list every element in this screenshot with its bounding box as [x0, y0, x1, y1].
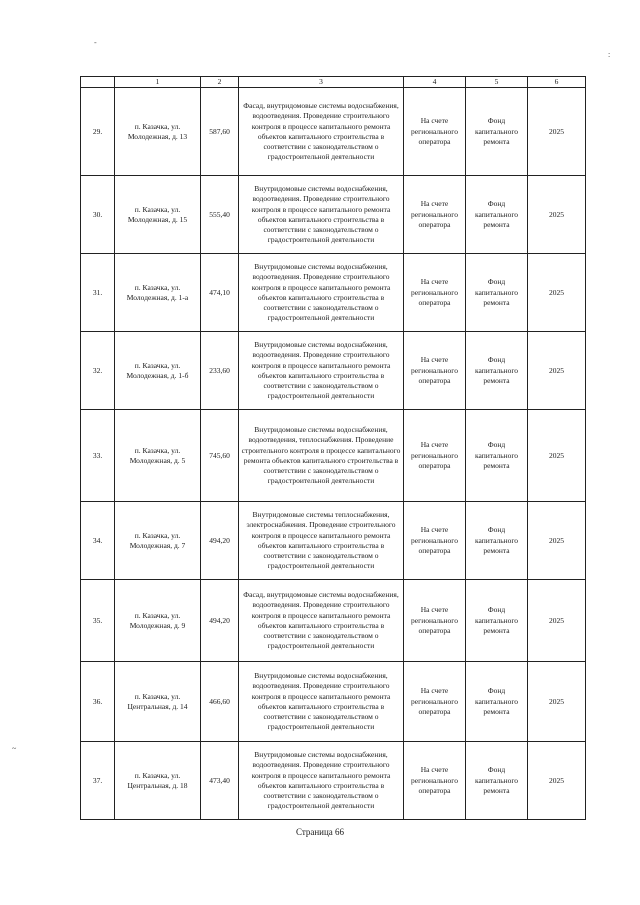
area-cell: 474,10: [201, 254, 239, 332]
header-cell-area: 2: [201, 77, 239, 88]
works-cell: Внутридомовые системы водоснабжения, водоотведения. Проведение строительного контроля в процессе капитального ремонта объектов капитального строительства в соответствии с законодательством о градостроительной деятельности: [239, 254, 404, 332]
row-number: 34.: [81, 502, 115, 580]
table-row: [81, 742, 586, 820]
row-number: 30.: [81, 176, 115, 254]
account-cell: На счете регионального оператора: [404, 580, 466, 662]
account-cell: На счете регионального оператора: [404, 88, 466, 176]
year-cell: 2025: [528, 580, 586, 662]
source-cell: Фонд капитального ремонта: [466, 742, 528, 820]
works-cell: Фасад, внутридомовые системы водоснабжения, водоотведения. Проведение строительного контроля в процессе капитального ремонта объектов капитального строительства в соответствии с законодательством о градостроительной деятельности: [239, 580, 404, 662]
row-number: 36.: [81, 662, 115, 742]
year-cell: 2025: [528, 176, 586, 254]
source-cell: Фонд капитального ремонта: [466, 580, 528, 662]
address-cell: п. Казачка, ул. Молодежная, д. 5: [115, 410, 201, 502]
table-row: [81, 502, 586, 580]
works-cell: Внутридомовые системы водоснабжения, водоотведения, теплоснабжения. Проведение строительного контроля в процессе капитального ремонта объектов капитального строительства в соответствии с законодательством о градостроительной деятельности: [239, 410, 404, 502]
address-cell: п. Казачка, ул. Молодежная, д. 13: [115, 88, 201, 176]
address-cell: п. Казачка, ул. Молодежная, д. 9: [115, 580, 201, 662]
area-cell: 587,60: [201, 88, 239, 176]
year-cell: 2025: [528, 410, 586, 502]
header-cell-address: 1: [115, 77, 201, 88]
account-cell: На счете регионального оператора: [404, 176, 466, 254]
account-cell: На счете регионального оператора: [404, 254, 466, 332]
page-number: Страница 66: [295, 827, 345, 837]
header-cell-num: [81, 77, 115, 88]
works-cell: Внутридомовые системы водоснабжения, водоотведения. Проведение строительного контроля в процессе капитального ремонта объектов капитального строительства в соответствии с законодательством о градостроительной деятельности: [239, 332, 404, 410]
scan-mark: :: [608, 50, 611, 59]
row-number: 37.: [81, 742, 115, 820]
header-cell-year: 6: [528, 77, 586, 88]
scan-mark: -: [94, 38, 97, 47]
address-cell: п. Казачка, ул. Молодежная, д. 1-б: [115, 332, 201, 410]
table-row: [81, 176, 586, 254]
source-cell: Фонд капитального ремонта: [466, 88, 528, 176]
row-number: 29.: [81, 88, 115, 176]
account-cell: На счете регионального оператора: [404, 332, 466, 410]
table-row: [81, 662, 586, 742]
row-number: 35.: [81, 580, 115, 662]
header-cell-works: 3: [239, 77, 404, 88]
area-cell: 494,20: [201, 580, 239, 662]
source-cell: Фонд капитального ремонта: [466, 176, 528, 254]
works-cell: Внутридомовые системы водоснабжения, водоотведения. Проведение строительного контроля в процессе капитального ремонта объектов капитального строительства в соответствии с законодательством о градостроительной деятельности: [239, 176, 404, 254]
works-cell: Внутридомовые системы теплоснабжения, электроснабжения. Проведение строительного контроля в процессе капитального ремонта объектов капитального строительства в соответствии с законодательством о градостроительной деятельности: [239, 502, 404, 580]
year-cell: 2025: [528, 742, 586, 820]
header-cell-source: 5: [466, 77, 528, 88]
address-cell: п. Казачка, ул. Молодежная, д. 15: [115, 176, 201, 254]
address-cell: п. Казачка, ул. Центральная, д. 18: [115, 742, 201, 820]
area-cell: 473,40: [201, 742, 239, 820]
capital-repair-table: [80, 76, 586, 820]
row-number: 31.: [81, 254, 115, 332]
header-cell-account: 4: [404, 77, 466, 88]
table-row: [81, 580, 586, 662]
address-cell: п. Казачка, ул. Молодежная, д. 7: [115, 502, 201, 580]
year-cell: 2025: [528, 254, 586, 332]
scan-mark: ~: [12, 744, 17, 753]
account-cell: На счете регионального оператора: [404, 410, 466, 502]
works-cell: Внутридомовые системы водоснабжения, водоотведения. Проведение строительного контроля в процессе капитального ремонта объектов капитального строительства в соответствии с законодательством о градостроительной деятельности: [239, 662, 404, 742]
source-cell: Фонд капитального ремонта: [466, 410, 528, 502]
row-number: 33.: [81, 410, 115, 502]
account-cell: На счете регионального оператора: [404, 742, 466, 820]
year-cell: 2025: [528, 332, 586, 410]
works-cell: Внутридомовые системы водоснабжения, водоотведения. Проведение строительного контроля в процессе капитального ремонта объектов капитального строительства в соответствии с законодательством о градостроительной деятельности: [239, 742, 404, 820]
year-cell: 2025: [528, 662, 586, 742]
area-cell: 233,60: [201, 332, 239, 410]
table-row: [81, 410, 586, 502]
area-cell: 494,20: [201, 502, 239, 580]
year-cell: 2025: [528, 88, 586, 176]
source-cell: Фонд капитального ремонта: [466, 662, 528, 742]
row-number: 32.: [81, 332, 115, 410]
area-cell: 745,60: [201, 410, 239, 502]
table-row: [81, 332, 586, 410]
address-cell: п. Казачка, ул. Центральная, д. 14: [115, 662, 201, 742]
year-cell: 2025: [528, 502, 586, 580]
table-row: [81, 88, 586, 176]
source-cell: Фонд капитального ремонта: [466, 502, 528, 580]
address-cell: п. Казачка, ул. Молодежная, д. 1-а: [115, 254, 201, 332]
source-cell: Фонд капитального ремонта: [466, 254, 528, 332]
table-row: [81, 254, 586, 332]
area-cell: 555,40: [201, 176, 239, 254]
area-cell: 466,60: [201, 662, 239, 742]
header-row: [81, 77, 586, 88]
source-cell: Фонд капитального ремонта: [466, 332, 528, 410]
account-cell: На счете регионального оператора: [404, 662, 466, 742]
works-cell: Фасад, внутридомовые системы водоснабжения, водоотведения. Проведение строительного контроля в процессе капитального ремонта объектов капитального строительства в соответствии с законодательством о градостроительной деятельности: [239, 88, 404, 176]
account-cell: На счете регионального оператора: [404, 502, 466, 580]
